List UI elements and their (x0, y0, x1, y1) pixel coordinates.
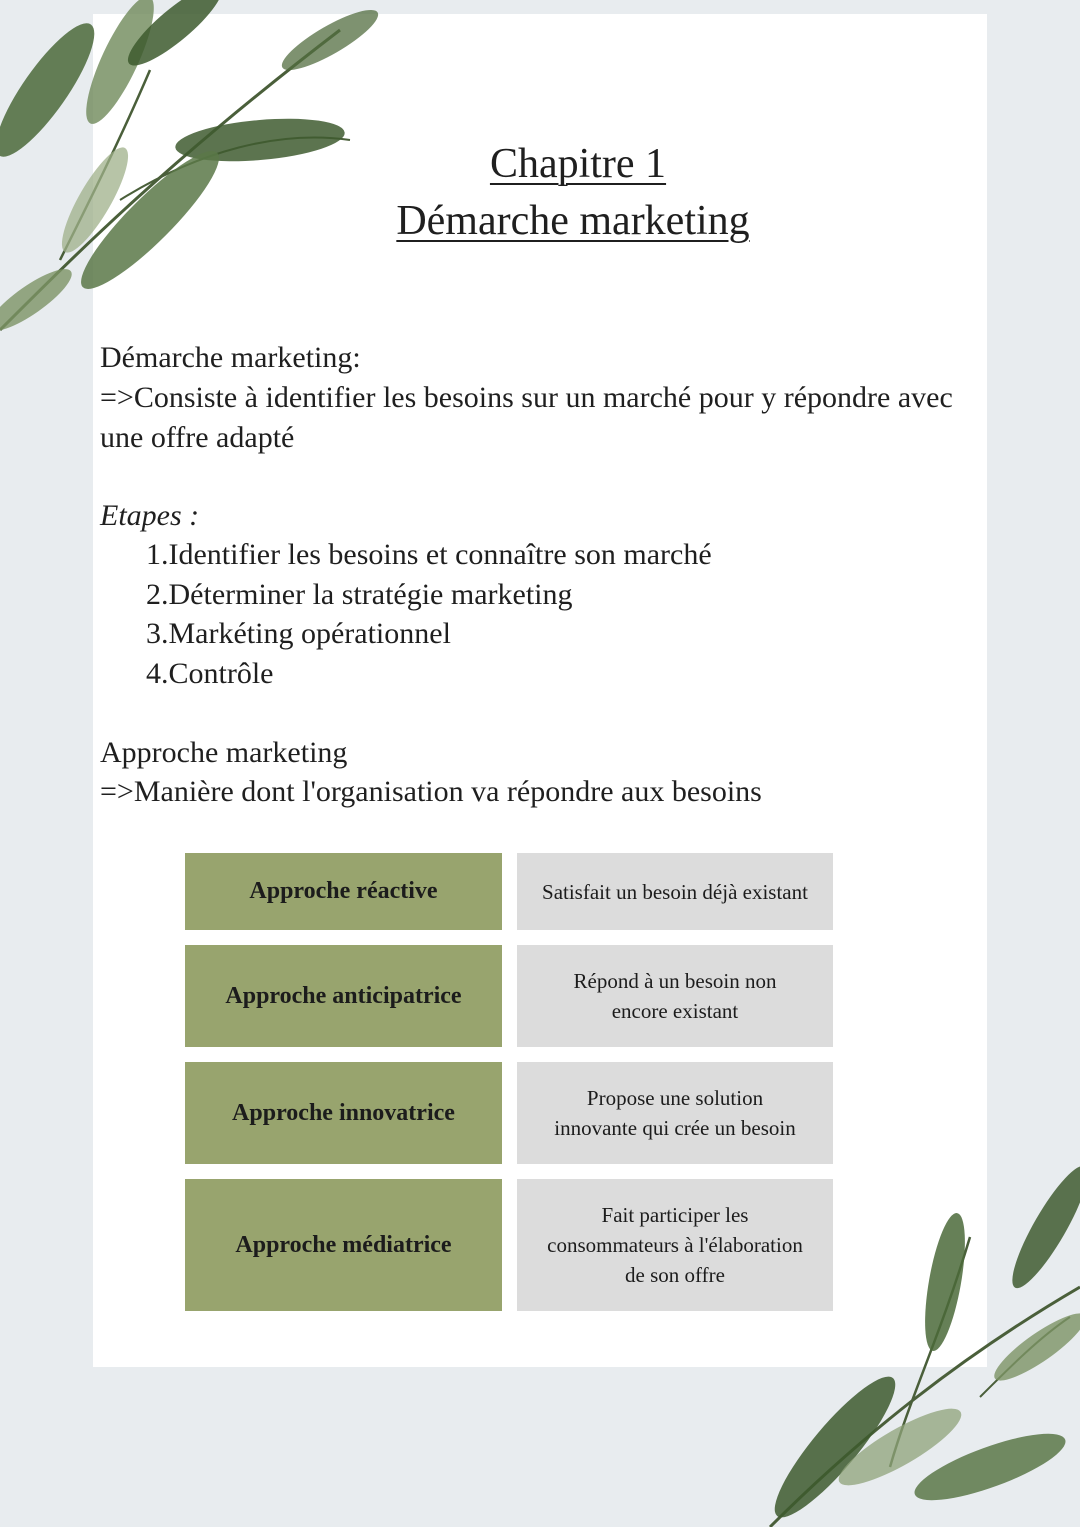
approach-description (517, 853, 833, 930)
approach-description (517, 1179, 833, 1311)
chapter-subtitle: Démarche marketing (396, 198, 750, 244)
description-line: Fait participer les (601, 1203, 749, 1227)
description-line: Propose une solution (586, 1086, 764, 1110)
table-row (185, 945, 833, 1047)
description-line: de son offre (625, 1263, 725, 1287)
approach-name: Approche médiatrice (185, 1179, 502, 1311)
description-line: Satisfait un besoin déjà existant (542, 879, 808, 904)
approach-heading: Approche marketing (100, 736, 348, 769)
step-item: 2.Déterminer la stratégie marketing (146, 578, 573, 611)
approach-name: Approche innovatrice (185, 1062, 502, 1164)
definition-line-1: =>Consiste à identifier les besoins sur un marché pour y répondre avec (100, 381, 953, 414)
description-line: consommateurs à l'élaboration (547, 1233, 803, 1257)
table-row (185, 853, 833, 930)
table-row (185, 1179, 833, 1311)
chapter-title: Chapitre 1 (489, 141, 667, 187)
approach-name: Approche réactive (185, 853, 502, 930)
definition-heading: Démarche marketing: (100, 341, 361, 374)
step-item: 1.Identifier les besoins et connaître son marché (146, 538, 712, 571)
description-line: Répond à un besoin non (573, 969, 777, 993)
table-row (185, 1062, 833, 1164)
definition-line-2: une offre adapté (100, 421, 295, 454)
description-line: innovante qui crée un besoin (554, 1116, 796, 1140)
approach-name: Approche anticipatrice (185, 945, 502, 1047)
description-line: encore existant (611, 999, 739, 1023)
approach-description (517, 945, 833, 1047)
steps-heading: Etapes : (100, 499, 200, 532)
step-item: 3.Markéting opérationnel (146, 617, 451, 650)
approach-description (517, 1062, 833, 1164)
step-item: 4.Contrôle (146, 657, 274, 690)
approach-line-1: =>Manière dont l'organisation va répondre aux besoins (100, 775, 762, 808)
